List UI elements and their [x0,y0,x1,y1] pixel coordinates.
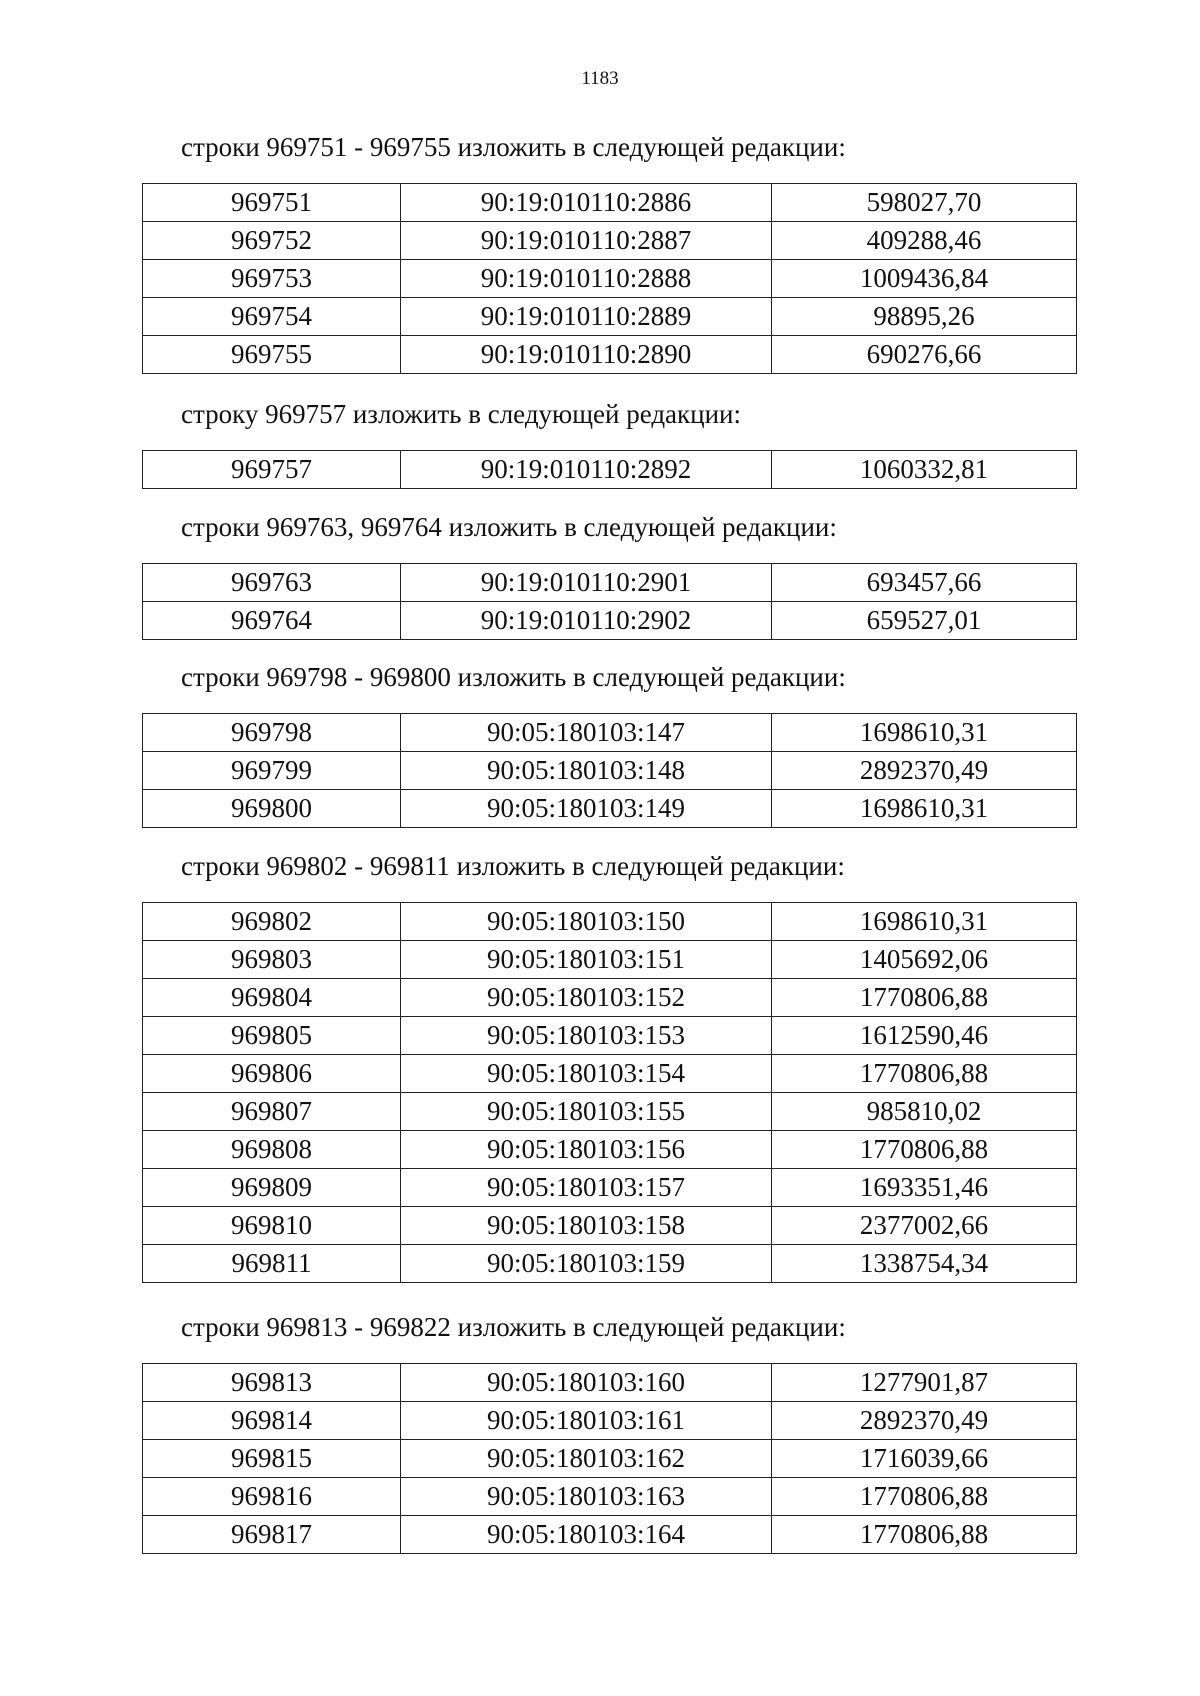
cadastral-number-cell: 90:05:180103:150 [401,903,772,941]
table-row [143,1402,1077,1440]
value-cell: 1698610,31 [772,790,1077,828]
table-row [143,714,1077,752]
row-number-cell: 969800 [143,790,401,828]
cadastral-number-cell: 90:05:180103:162 [401,1440,772,1478]
row-number-cell: 969751 [143,184,401,222]
row-number-cell: 969799 [143,752,401,790]
section-heading: строку 969757 изложить в следующей редакции: [181,399,742,429]
table-row [143,1516,1077,1554]
value-cell: 1770806,88 [772,979,1077,1017]
table-row [143,1245,1077,1283]
section-heading: строки 969798 - 969800 изложить в следующей редакции: [181,662,846,692]
data-table [142,1363,1077,1554]
value-cell: 1693351,46 [772,1169,1077,1207]
row-number-cell: 969757 [143,451,401,489]
data-table [142,563,1077,640]
cadastral-number-cell: 90:05:180103:157 [401,1169,772,1207]
value-cell: 1009436,84 [772,260,1077,298]
section-heading: строки 969813 - 969822 изложить в следующей редакции: [181,1312,846,1342]
row-number-cell: 969817 [143,1516,401,1554]
value-cell: 2377002,66 [772,1207,1077,1245]
cadastral-number-cell: 90:19:010110:2890 [401,336,772,374]
value-cell: 1277901,87 [772,1364,1077,1402]
cadastral-number-cell: 90:19:010110:2886 [401,184,772,222]
value-cell: 693457,66 [772,564,1077,602]
table-row [143,298,1077,336]
row-number-cell: 969806 [143,1055,401,1093]
row-number-cell: 969815 [143,1440,401,1478]
section-heading: строки 969802 - 969811 изложить в следующей редакции: [181,851,845,881]
value-cell: 690276,66 [772,336,1077,374]
cadastral-number-cell: 90:05:180103:151 [401,941,772,979]
row-number-cell: 969811 [143,1245,401,1283]
data-table [142,902,1077,1283]
table-row [143,564,1077,602]
table-row [143,979,1077,1017]
cadastral-number-cell: 90:05:180103:148 [401,752,772,790]
cadastral-number-cell: 90:19:010110:2902 [401,602,772,640]
row-number-cell: 969764 [143,602,401,640]
data-table [142,713,1077,828]
row-number-cell: 969754 [143,298,401,336]
row-number-cell: 969798 [143,714,401,752]
row-number-cell: 969808 [143,1131,401,1169]
table-row [143,1207,1077,1245]
table-row [143,1440,1077,1478]
value-cell: 1698610,31 [772,903,1077,941]
value-cell: 1612590,46 [772,1017,1077,1055]
row-number-cell: 969752 [143,222,401,260]
row-number-cell: 969807 [143,1093,401,1131]
row-number-cell: 969814 [143,1402,401,1440]
value-cell: 1716039,66 [772,1440,1077,1478]
value-cell: 2892370,49 [772,752,1077,790]
cadastral-number-cell: 90:19:010110:2889 [401,298,772,336]
value-cell: 659527,01 [772,602,1077,640]
value-cell: 1698610,31 [772,714,1077,752]
cadastral-number-cell: 90:19:010110:2892 [401,451,772,489]
row-number-cell: 969803 [143,941,401,979]
data-table [142,450,1077,489]
cadastral-number-cell: 90:05:180103:158 [401,1207,772,1245]
page-number: 1183 [581,68,619,89]
value-cell: 1060332,81 [772,451,1077,489]
row-number-cell: 969809 [143,1169,401,1207]
table-row [143,1055,1077,1093]
row-number-cell: 969755 [143,336,401,374]
cadastral-number-cell: 90:19:010110:2901 [401,564,772,602]
section-heading: строки 969751 - 969755 изложить в следующей редакции: [181,132,846,162]
value-cell: 98895,26 [772,298,1077,336]
table-row [143,1017,1077,1055]
value-cell: 2892370,49 [772,1402,1077,1440]
table-row [143,790,1077,828]
table-row [143,1169,1077,1207]
value-cell: 1338754,34 [772,1245,1077,1283]
row-number-cell: 969813 [143,1364,401,1402]
value-cell: 1405692,06 [772,941,1077,979]
cadastral-number-cell: 90:05:180103:153 [401,1017,772,1055]
row-number-cell: 969816 [143,1478,401,1516]
value-cell: 1770806,88 [772,1478,1077,1516]
cadastral-number-cell: 90:05:180103:159 [401,1245,772,1283]
cadastral-number-cell: 90:05:180103:152 [401,979,772,1017]
cadastral-number-cell: 90:05:180103:147 [401,714,772,752]
table-row [143,1478,1077,1516]
table-row [143,903,1077,941]
table-row [143,1093,1077,1131]
table-row [143,752,1077,790]
value-cell: 1770806,88 [772,1055,1077,1093]
cadastral-number-cell: 90:05:180103:154 [401,1055,772,1093]
value-cell: 985810,02 [772,1093,1077,1131]
table-row [143,1364,1077,1402]
row-number-cell: 969810 [143,1207,401,1245]
row-number-cell: 969763 [143,564,401,602]
value-cell: 1770806,88 [772,1516,1077,1554]
cadastral-number-cell: 90:05:180103:149 [401,790,772,828]
value-cell: 598027,70 [772,184,1077,222]
cadastral-number-cell: 90:05:180103:163 [401,1478,772,1516]
cadastral-number-cell: 90:05:180103:161 [401,1402,772,1440]
row-number-cell: 969753 [143,260,401,298]
table-row [143,941,1077,979]
row-number-cell: 969804 [143,979,401,1017]
table-row [143,184,1077,222]
value-cell: 1770806,88 [772,1131,1077,1169]
cadastral-number-cell: 90:19:010110:2888 [401,260,772,298]
table-row [143,1131,1077,1169]
table-row [143,451,1077,489]
cadastral-number-cell: 90:05:180103:156 [401,1131,772,1169]
row-number-cell: 969802 [143,903,401,941]
cadastral-number-cell: 90:05:180103:155 [401,1093,772,1131]
table-row [143,222,1077,260]
table-row [143,260,1077,298]
table-row [143,602,1077,640]
data-table [142,183,1077,374]
row-number-cell: 969805 [143,1017,401,1055]
cadastral-number-cell: 90:05:180103:164 [401,1516,772,1554]
cadastral-number-cell: 90:05:180103:160 [401,1364,772,1402]
value-cell: 409288,46 [772,222,1077,260]
section-heading: строки 969763, 969764 изложить в следующей редакции: [181,512,837,542]
cadastral-number-cell: 90:19:010110:2887 [401,222,772,260]
table-row [143,336,1077,374]
